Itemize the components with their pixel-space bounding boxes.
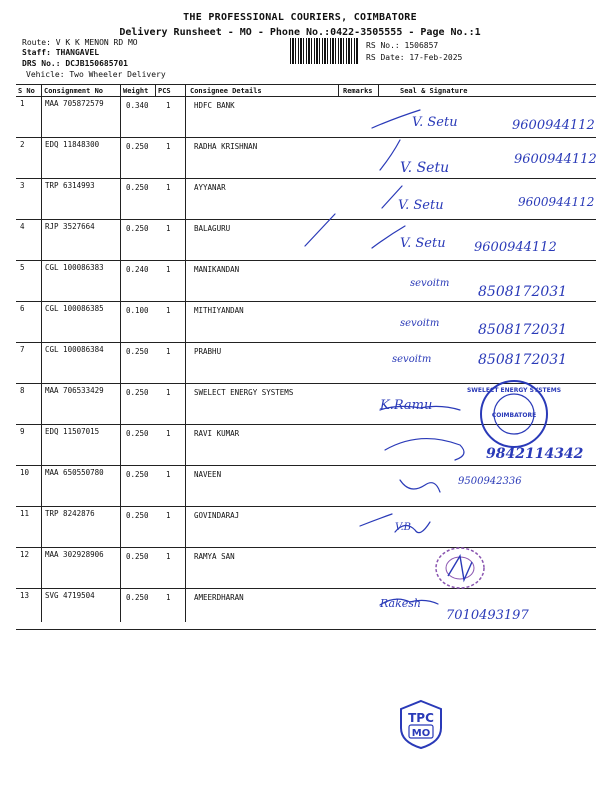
row-sno: 3 [20, 181, 25, 190]
row-sno: 6 [20, 304, 25, 313]
handwritten-phone: 7010493197 [446, 608, 529, 623]
handwritten-signature: sevoitm [392, 354, 432, 365]
col-header-remarks: Remarks [343, 87, 373, 95]
row-consignment-no: EDQ 11848300 [45, 140, 100, 149]
row-sno: 5 [20, 263, 25, 272]
row-consignee: AMEERDHARAN [194, 593, 244, 602]
row-consignee: PRABHU [194, 347, 222, 356]
handwritten-signature: sevoitm [410, 278, 450, 289]
row-weight: 0.250 [126, 511, 149, 520]
row-consignee: GOVINDARAJ [194, 511, 240, 520]
signature-stroke [400, 480, 440, 492]
row-consignment-no: MAA 706533429 [45, 386, 104, 395]
row-weight: 0.250 [126, 142, 149, 151]
handwritten-signature: V. Setu [412, 115, 458, 130]
row-consignee: HDFC BANK [194, 101, 235, 110]
handwritten-phone: 8508172031 [478, 284, 568, 300]
col-header-signature: Seal & Signature [400, 87, 468, 95]
seal-company-name: SWELECT ENERGY SYSTEMS [466, 387, 562, 394]
row-consignment-no: EDQ 11507015 [45, 427, 100, 436]
row-consignee: NAVEEN [194, 470, 222, 479]
row-sno: 1 [20, 99, 25, 108]
row-weight: 0.250 [126, 347, 149, 356]
company-seal-stamp [466, 378, 562, 450]
row-pcs: 1 [166, 347, 171, 356]
row-pcs: 1 [166, 183, 171, 192]
row-consignment-no: RJP 3527664 [45, 222, 95, 231]
handwritten-phone: 9500942336 [458, 476, 522, 487]
handwritten-phone: 9600944112 [514, 152, 597, 167]
col-header-consignment: Consignment No [44, 87, 104, 95]
handwritten-signature: V. Setu [400, 160, 450, 176]
handwritten-phone: 9600944112 [512, 118, 595, 133]
row-sno: 13 [20, 591, 30, 600]
row-pcs: 1 [166, 388, 171, 397]
row-consignee: SWELECT ENERGY SYSTEMS [194, 388, 294, 397]
vehicle-text: Vehicle: Two Wheeler Delivery [26, 70, 166, 79]
drs-number: DCJB150685701 [65, 59, 128, 68]
row-sno: 12 [20, 550, 30, 559]
company-title: THE PROFESSIONAL COURIERS, COIMBATORE [183, 12, 417, 23]
handwritten-signature: sevoitm [400, 318, 440, 329]
col-header-sno: S No [18, 87, 35, 95]
row-consignee: MANIKANDAN [194, 265, 240, 274]
handwritten-signature: V. Setu [398, 198, 444, 213]
row-pcs: 1 [166, 552, 171, 561]
row-weight: 0.250 [126, 224, 149, 233]
row-pcs: 1 [166, 101, 171, 110]
row-sno: 4 [20, 222, 25, 231]
route-text: Route: V K K MENON RD MO [22, 38, 138, 47]
handwritten-signature: V. Setu [400, 236, 446, 251]
row-pcs: 1 [166, 593, 171, 602]
handwritten-signature: K.Ramu [380, 398, 433, 413]
row-consignment-no: TRP 6314993 [45, 181, 95, 190]
row-consignee: RAMYA SAN [194, 552, 235, 561]
row-weight: 0.250 [126, 183, 149, 192]
handwritten-phone: 9600944112 [518, 195, 595, 209]
row-pcs: 1 [166, 511, 171, 520]
row-pcs: 1 [166, 470, 171, 479]
tpc-stamp-subtext: MO [411, 728, 431, 739]
handwritten-phone: 9842114342 [486, 446, 584, 462]
drs-label: DRS No.: [22, 59, 61, 68]
row-weight: 0.250 [126, 470, 149, 479]
row-sno: 11 [20, 509, 30, 518]
row-sno: 8 [20, 386, 25, 395]
purple-stamp [434, 546, 486, 590]
row-consignment-no: CGL 100086383 [45, 263, 104, 272]
handwritten-phone: 8508172031 [478, 322, 568, 338]
row-sno: 7 [20, 345, 25, 354]
row-weight: 0.250 [126, 429, 149, 438]
row-consignee: RAVI KUMAR [194, 429, 240, 438]
row-pcs: 1 [166, 429, 171, 438]
tpc-stamp-text: TPC [408, 711, 434, 725]
row-pcs: 1 [166, 265, 171, 274]
seal-city: COIMBATORE [491, 412, 537, 419]
row-consignment-no: MAA 650550780 [45, 468, 104, 477]
row-sno: 10 [20, 468, 30, 477]
handwritten-signature: V.B [395, 522, 412, 533]
row-consignment-no: CGL 100086384 [45, 345, 104, 354]
row-sno: 9 [20, 427, 25, 436]
signature-stroke [360, 514, 392, 526]
handwritten-signature: Rakesh [380, 597, 421, 610]
row-consignment-no: CGL 100086385 [45, 304, 104, 313]
row-weight: 0.250 [126, 593, 149, 602]
row-pcs: 1 [166, 224, 171, 233]
col-header-consignee: Consignee Details [190, 87, 262, 95]
runsheet-subtitle: Delivery Runsheet - MO - Phone No.:0422-3505555 - Page No.:1 [119, 27, 481, 38]
row-consignee: MITHIYANDAN [194, 306, 244, 315]
handwritten-phone: 9600944112 [474, 240, 557, 255]
row-weight: 0.250 [126, 552, 149, 561]
row-pcs: 1 [166, 306, 171, 315]
signature-stroke [380, 140, 400, 170]
rs-date: RS Date: 17-Feb-2025 [366, 53, 463, 62]
row-consignment-no: SVG 4719504 [45, 591, 95, 600]
row-consignee: RADHA KRISHNAN [194, 142, 258, 151]
row-consignment-no: MAA 302928906 [45, 550, 104, 559]
row-consignee: AYYANAR [194, 183, 226, 192]
row-consignee: BALAGURU [194, 224, 231, 233]
row-weight: 0.100 [126, 306, 149, 315]
staff-text: Staff: THANGAVEL [22, 48, 100, 57]
row-sno: 2 [20, 140, 25, 149]
row-consignment-no: MAA 705872579 [45, 99, 104, 108]
handwritten-phone: 8508172031 [478, 352, 568, 368]
col-header-pcs: PCS [158, 87, 171, 95]
tpc-stamp [396, 698, 446, 750]
row-weight: 0.240 [126, 265, 149, 274]
row-weight: 0.250 [126, 388, 149, 397]
col-header-weight: Weight [123, 87, 149, 95]
row-consignment-no: TRP 8242876 [45, 509, 95, 518]
signature-stroke [305, 214, 335, 246]
rs-number: RS No.: 1506857 [366, 41, 439, 50]
row-weight: 0.340 [126, 101, 149, 110]
row-pcs: 1 [166, 142, 171, 151]
signature-stroke [385, 439, 464, 460]
